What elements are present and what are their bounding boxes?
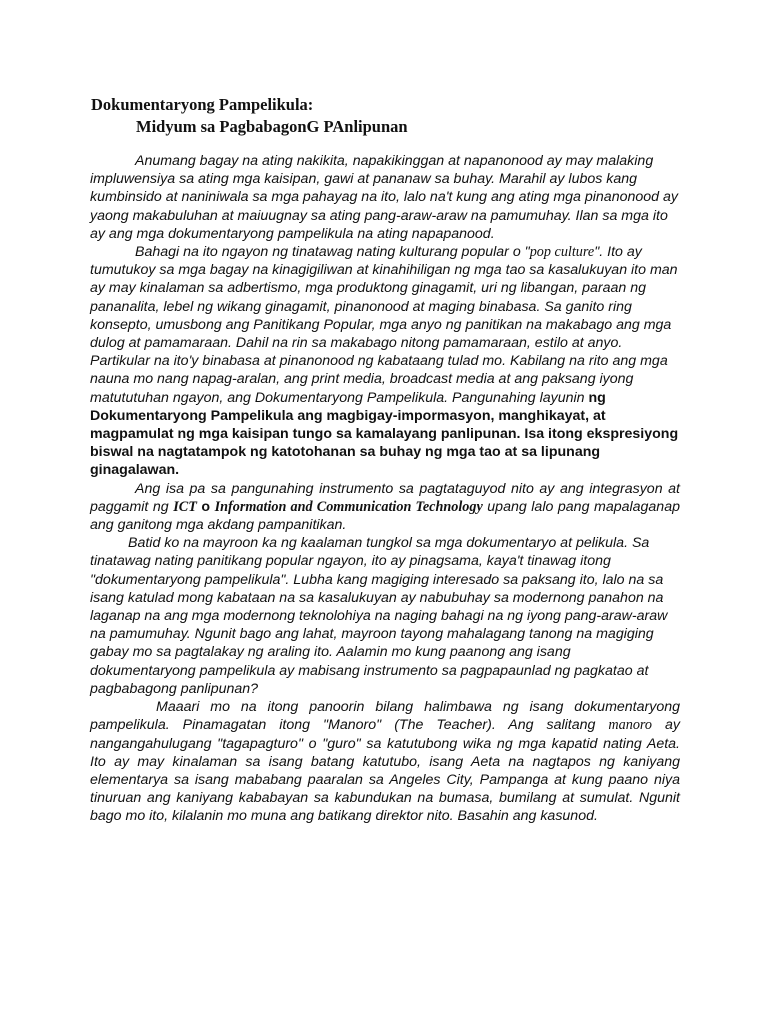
paragraph-3-text-a: Ang isa pa sa pangunahing instrumento sa pagtataguyod nito ay ang integrasyon at paggamit ng — [90, 480, 680, 515]
paragraph-3-text-b: upang lalo pang mapalaganap ang ganitong mga akdang pampanitikan. — [90, 498, 680, 534]
paragraph-2 — [90, 243, 680, 480]
paragraph-4: Batid ko na mayroon ka ng kaalaman tungkol sa mga dokumentaryo at pelikula. Sa tinatawag nating panitikang popular ngayon, ito ay pinagsama, kaya't tinawag itong "dokumentaryong pampelikula". Lubha kang magiging interesado sa paksang ito, lalo na sa isang katulad mong kabataan na sa kasalukuyan ay nabubuhay sa modernong panahon na laganap na ang mga modernong teknolohiya na naging bahagi na ng iyong pang-araw-araw na pamumuhay. Ngunit bago ang lahat, mayroon tayong mahalagang tanong na magiging gabay mo sa pagtalakay ng araling ito. Aalamin mo kung paanong ang isang dokumentaryong pampelikula ay mabisang instrumento sa pagpapaunlad ng pagkatao at pagbabagong panlipunan? — [90, 535, 668, 697]
paragraph-2-text-b: ". Ito ay tumutukoy sa mga bagay na kinagigiliwan at kinahihiligan ng mga tao sa kasalukuyan ito man ay may kinalaman sa adbertismo, mga produktong ginagamit, uri ng libangan, paraan ng pananalita, lebel ng wikang ginagamit, pinanonood at maging binabasa. Sa ganito ring konsepto, umusbong ang Panitikang Popular, mga anyo ng panitikan na makabago ang mga dulog at pamamaraan. Dahil na rin sa makabago nitong pamamaraan, estilo at anyo. Partikular na ito'y binabasa at pinanonood ng kabataang tulad mo. Kabilang na rito ang mga nauna mo nang napag-aralan, ang print media, broadcast media at ang paksang iyong matututuhan ngayon, ang Dokumentaryong Pampelikula. Pangunahing layunin — [90, 244, 678, 406]
document-subtitle: Midyum sa PagbabagonG PAnlipunan — [136, 117, 408, 136]
paragraph-1: Anumang bagay na ating nakikita, napakikinggan at napanonood ay may malaking impluwensiya sa ating mga kaisipan, gawi at pananaw sa buhay. Marahil ay lubos kang kumbinsido at naniniwala sa mga pahayag na ito, lalo na't kung ang ating mga pinanonood ay yaong makabuluhan at maiuugnay sa ating pang-araw-araw na pamumuhay. Ilan sa mga ito ay ang mga dokumentaryong pampelikula na ating napapanood. — [90, 153, 678, 242]
paragraph-5-text-b: ay nangangahulugang "tagapagturo" o "guro" sa katutubong wika ng mga kapatid nating Aeta. Ito ay may kinalaman sa isang batang katutubo, isang Aeta na nagtapos ng kaniyang elementarya sa isang mababang paaralan sa Angeles City, Pampanga at kung paano niya tinuruan ang kaniyang kababayan sa kabundukan na bumasa, bumilang at sumulat. Ngunit bago mo ito, kilalanin mo muna ang batikang direktor nito. Basahin ang kasunod. — [90, 717, 680, 825]
paragraph-5 — [90, 698, 680, 825]
ict-full-term: Information and Communication Technology — [214, 498, 483, 515]
paragraph-3 — [90, 480, 680, 535]
ict-term: ICT — [173, 498, 197, 515]
pop-culture-term: pop culture — [529, 244, 595, 261]
document-title: Dokumentaryong Pampelikula: — [91, 95, 314, 114]
manoro-term: manoro — [608, 717, 653, 734]
paragraph-2-bold-text: ng Dokumentaryong Pampelikula ang magbigay-impormasyon, manghikayat, at magpamulat ng mga kaisipan tungo sa kamalayang panlipunan. Isa itong ekspresiyong biswal na nagtatampok ng katotohanan sa buhay ng mga tao at sa lipunang ginagalawan. — [90, 389, 679, 479]
document-body — [90, 152, 680, 826]
paragraph-2-text-a: Bahagi na ito ngayon ng tinatawag nating kulturang popular o " — [135, 244, 530, 261]
ict-connector: o — [196, 498, 215, 515]
paragraph-5-text-a: Maaari mo na itong panoorin bilang halimbawa ng isang dokumentaryong pampelikula. Pinamagatan itong "Manoro" (The Teacher). Ang salitang — [90, 699, 680, 734]
